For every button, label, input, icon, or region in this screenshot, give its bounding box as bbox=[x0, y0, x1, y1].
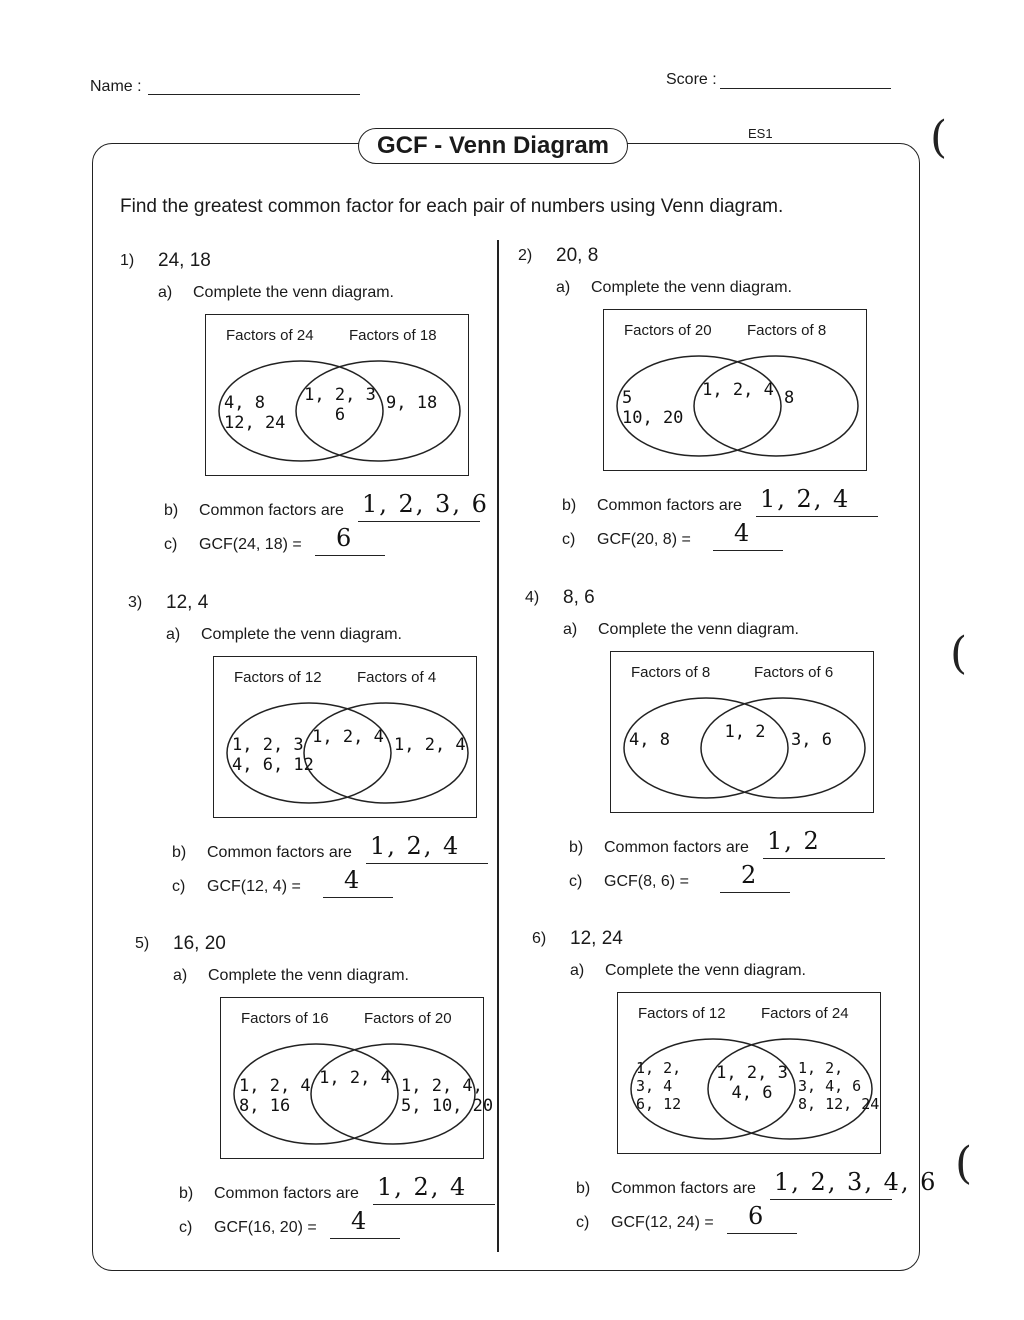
common-factors-line bbox=[358, 521, 480, 522]
venn-left-values[interactable] bbox=[629, 730, 707, 750]
venn-center-values[interactable] bbox=[702, 380, 774, 400]
gcf-answer[interactable]: 6 bbox=[336, 524, 354, 552]
problem-number: 2) bbox=[518, 247, 533, 264]
part-c-label: c) bbox=[562, 531, 576, 548]
number-pair: 24, 18 bbox=[158, 250, 211, 271]
venn-value: 1, 2, 4, bbox=[401, 1076, 483, 1096]
venn-value: 8, 12, 24 bbox=[798, 1095, 880, 1113]
worksheet-code: ES1 bbox=[748, 126, 773, 141]
venn-value: 9, 18 bbox=[386, 393, 438, 413]
part-a-label: a) bbox=[556, 279, 571, 296]
part-a-label: a) bbox=[570, 962, 585, 979]
venn-right-label: Factors of 8 bbox=[747, 322, 827, 339]
venn-value: 8 bbox=[784, 388, 795, 408]
venn-value: 1, 2, 4 bbox=[702, 380, 774, 400]
venn-center-values[interactable] bbox=[716, 1063, 788, 1103]
venn-value: 6 bbox=[334, 405, 346, 425]
problem-number: 5) bbox=[135, 935, 150, 952]
gcf-line bbox=[323, 897, 393, 898]
gcf-label: GCF(24, 18) = bbox=[199, 536, 302, 553]
problem-6 bbox=[532, 928, 938, 1248]
venn-value: 1, 2, 4 bbox=[394, 735, 466, 755]
problem-1 bbox=[120, 250, 490, 570]
problem-number: 1) bbox=[120, 252, 135, 269]
venn-value: 1, 2, 3 bbox=[304, 385, 376, 405]
common-factors-label: Common factors are bbox=[604, 839, 749, 856]
part-b-label: b) bbox=[562, 497, 577, 514]
common-factors-line bbox=[770, 1199, 892, 1200]
gcf-line bbox=[720, 892, 790, 893]
venn-left-label: Factors of 20 bbox=[624, 322, 712, 339]
venn-value: 3, 6 bbox=[791, 730, 832, 750]
gcf-line bbox=[713, 550, 783, 551]
part-c-label: c) bbox=[576, 1214, 590, 1231]
venn-value: 1, 2, 4 bbox=[239, 1076, 311, 1096]
venn-left-values[interactable] bbox=[232, 735, 314, 775]
part-c-label: c) bbox=[179, 1219, 193, 1236]
part-a-instruction: Complete the venn diagram. bbox=[605, 962, 806, 979]
gcf-answer[interactable]: 2 bbox=[741, 861, 759, 889]
venn-value: 1, 2 bbox=[724, 722, 766, 742]
number-pair: 12, 4 bbox=[166, 592, 209, 613]
venn-right-label: Factors of 4 bbox=[357, 669, 437, 686]
part-b-label: b) bbox=[172, 844, 187, 861]
venn-center-values[interactable] bbox=[304, 385, 376, 425]
venn-left-label: Factors of 24 bbox=[226, 327, 314, 344]
common-factors-answer[interactable]: 1, 2, 4 bbox=[760, 485, 851, 513]
venn-value: 1, 2, 4 bbox=[312, 727, 384, 747]
gcf-label: GCF(8, 6) = bbox=[604, 873, 689, 890]
venn-right-label: Factors of 18 bbox=[349, 327, 437, 344]
page-title: GCF - Venn Diagram bbox=[358, 128, 628, 164]
venn-left-values[interactable] bbox=[239, 1076, 317, 1116]
venn-left-label: Factors of 12 bbox=[234, 669, 322, 686]
venn-value: 3, 4 bbox=[636, 1077, 673, 1095]
part-a-instruction: Complete the venn diagram. bbox=[201, 626, 402, 643]
part-b-label: b) bbox=[576, 1180, 591, 1197]
part-a-label: a) bbox=[166, 626, 181, 643]
venn-left-label: Factors of 8 bbox=[631, 664, 711, 681]
common-factors-answer[interactable]: 1, 2, 3, 6 bbox=[362, 490, 489, 518]
common-factors-answer[interactable]: 1, 2, 3, 4, 6 bbox=[774, 1168, 938, 1196]
venn-value: 8, 16 bbox=[239, 1096, 291, 1116]
number-pair: 8, 6 bbox=[563, 587, 595, 608]
venn-value: 4, 8 bbox=[224, 393, 265, 413]
problem-number: 6) bbox=[532, 930, 547, 947]
problem-number: 4) bbox=[525, 589, 540, 606]
number-pair: 20, 8 bbox=[556, 245, 599, 266]
common-factors-line bbox=[756, 516, 878, 517]
gcf-label: GCF(16, 20) = bbox=[214, 1219, 317, 1236]
gcf-answer[interactable]: 4 bbox=[351, 1207, 369, 1235]
venn-diagram bbox=[205, 314, 469, 476]
venn-center-values[interactable] bbox=[709, 722, 781, 742]
venn-right-values[interactable] bbox=[798, 1059, 880, 1113]
venn-diagram bbox=[220, 997, 494, 1159]
venn-diagram bbox=[603, 309, 867, 471]
gcf-answer[interactable]: 4 bbox=[344, 866, 362, 894]
part-b-label: b) bbox=[164, 502, 179, 519]
problem-5 bbox=[135, 933, 505, 1253]
venn-left-values[interactable] bbox=[224, 393, 302, 433]
part-a-label: a) bbox=[173, 967, 188, 984]
venn-right-values[interactable] bbox=[784, 388, 860, 408]
venn-value: 4, 6 bbox=[731, 1083, 773, 1103]
venn-value: 5 bbox=[622, 388, 633, 408]
common-factors-answer[interactable]: 1, 2, 4 bbox=[370, 832, 461, 860]
venn-diagram bbox=[213, 656, 477, 818]
venn-value: 12, 24 bbox=[224, 413, 286, 433]
venn-left-values[interactable] bbox=[622, 388, 700, 428]
venn-value: 1, 2, 3 bbox=[232, 735, 304, 755]
venn-right-values[interactable] bbox=[401, 1076, 494, 1116]
part-a-instruction: Complete the venn diagram. bbox=[208, 967, 409, 984]
venn-right-values[interactable] bbox=[386, 393, 462, 413]
common-factors-line bbox=[373, 1204, 495, 1205]
instructions: Find the greatest common factor for each pair of numbers using Venn diagram. bbox=[120, 196, 784, 217]
venn-diagram bbox=[617, 992, 881, 1154]
scan-mark: ( bbox=[930, 112, 948, 163]
gcf-line bbox=[315, 555, 385, 556]
part-a-label: a) bbox=[158, 284, 173, 301]
venn-value: 6, 12 bbox=[636, 1095, 682, 1113]
name-field[interactable] bbox=[148, 93, 360, 95]
venn-right-label: Factors of 24 bbox=[761, 1005, 849, 1022]
part-a-instruction: Complete the venn diagram. bbox=[591, 279, 792, 296]
venn-right-values[interactable] bbox=[394, 735, 470, 755]
gcf-line bbox=[727, 1233, 797, 1234]
venn-right-label: Factors of 20 bbox=[364, 1010, 452, 1027]
part-c-label: c) bbox=[164, 536, 178, 553]
gcf-answer[interactable]: 6 bbox=[748, 1202, 766, 1230]
common-factors-label: Common factors are bbox=[207, 844, 352, 861]
common-factors-label: Common factors are bbox=[611, 1180, 756, 1197]
venn-right-values[interactable] bbox=[791, 730, 867, 750]
part-c-label: c) bbox=[569, 873, 583, 890]
venn-diagram bbox=[610, 651, 874, 813]
part-a-instruction: Complete the venn diagram. bbox=[598, 621, 799, 638]
common-factors-line bbox=[763, 858, 885, 859]
score-field[interactable] bbox=[720, 87, 891, 89]
venn-left-values[interactable] bbox=[636, 1059, 714, 1113]
venn-value: 3, 4, 6 bbox=[798, 1077, 862, 1095]
gcf-answer[interactable]: 4 bbox=[734, 519, 752, 547]
name-label: Name : bbox=[90, 78, 142, 95]
venn-left-label: Factors of 12 bbox=[638, 1005, 726, 1022]
common-factors-label: Common factors are bbox=[597, 497, 742, 514]
common-factors-answer[interactable]: 1, 2 bbox=[767, 827, 821, 855]
number-pair: 12, 24 bbox=[570, 928, 623, 949]
venn-value: 10, 20 bbox=[622, 408, 684, 428]
venn-left-label: Factors of 16 bbox=[241, 1010, 329, 1027]
gcf-label: GCF(20, 8) = bbox=[597, 531, 691, 548]
binder-mark: ( bbox=[950, 628, 968, 679]
venn-value: 1, 2, bbox=[798, 1059, 844, 1077]
venn-value: 1, 2, 4 bbox=[319, 1068, 391, 1088]
problem-4 bbox=[525, 587, 895, 907]
part-a-instruction: Complete the venn diagram. bbox=[193, 284, 394, 301]
binder-mark: ( bbox=[955, 1138, 973, 1189]
score-label: Score : bbox=[666, 71, 717, 88]
problem-number: 3) bbox=[128, 594, 143, 611]
part-b-label: b) bbox=[179, 1185, 194, 1202]
common-factors-answer[interactable]: 1, 2, 4 bbox=[377, 1173, 468, 1201]
gcf-label: GCF(12, 4) = bbox=[207, 878, 301, 895]
gcf-line bbox=[330, 1238, 400, 1239]
common-factors-label: Common factors are bbox=[199, 502, 344, 519]
gcf-label: GCF(12, 24) = bbox=[611, 1214, 714, 1231]
venn-value: 1, 2, 3 bbox=[716, 1063, 788, 1083]
venn-center-values[interactable] bbox=[319, 1068, 391, 1088]
problem-2 bbox=[518, 245, 888, 565]
number-pair: 16, 20 bbox=[173, 933, 226, 954]
venn-value: 4, 8 bbox=[629, 730, 670, 750]
part-c-label: c) bbox=[172, 878, 186, 895]
problem-3 bbox=[128, 592, 498, 912]
common-factors-line bbox=[366, 863, 488, 864]
venn-value: 5, 10, 20 bbox=[401, 1096, 494, 1116]
part-a-label: a) bbox=[563, 621, 578, 638]
venn-value: 1, 2, bbox=[636, 1059, 682, 1077]
venn-value: 4, 6, 12 bbox=[232, 755, 314, 775]
common-factors-label: Common factors are bbox=[214, 1185, 359, 1202]
venn-center-values[interactable] bbox=[312, 727, 384, 747]
part-b-label: b) bbox=[569, 839, 584, 856]
venn-right-label: Factors of 6 bbox=[754, 664, 834, 681]
